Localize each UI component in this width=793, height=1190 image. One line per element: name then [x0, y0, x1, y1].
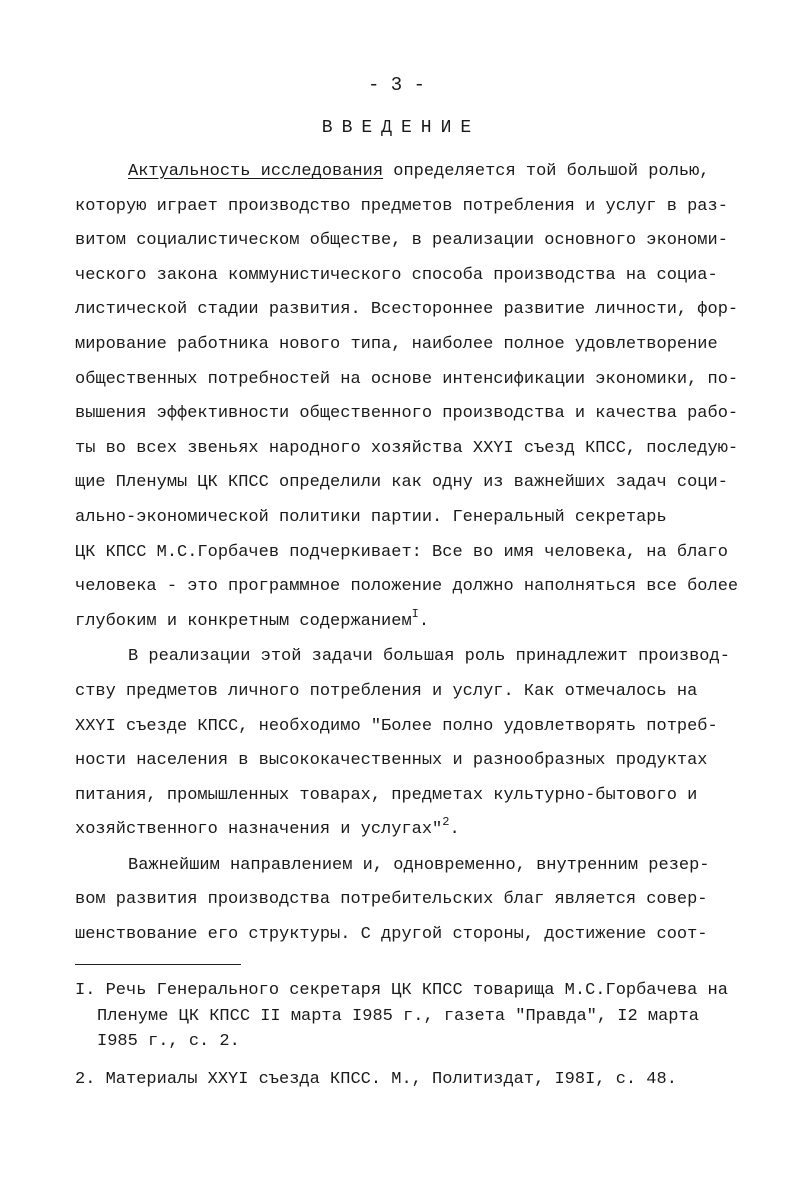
text-line [75, 432, 765, 467]
text-line [75, 744, 765, 779]
text-segment: мирование работника нового типа, наиболее полное удовлетворение [75, 334, 718, 354]
text-line [75, 640, 765, 675]
text-segment: витом социалистическом обществе, в реализации основного экономи- [75, 231, 728, 251]
text-line [75, 883, 765, 918]
footnote-reference: 2 [442, 815, 450, 830]
text-segment: определяется той большой ролью, [383, 162, 710, 181]
text-segment: питания, промышленных товарах, предметах культурно-бытового и [75, 785, 698, 805]
text-line [75, 501, 765, 536]
text-segment: ЦК КПСС М.С.Горбачев подчеркивает: Все во имя человека, на благо [75, 542, 728, 562]
text-segment: XXYI съезде КПСС, необходимо "Более полно удовлетворять потреб- [75, 716, 718, 736]
paragraph [75, 640, 765, 848]
paragraph [75, 849, 765, 953]
footnote-reference: I [411, 606, 419, 621]
page-number: - 3 - [367, 74, 425, 96]
text-segment: В реализации этой задачи большая роль принадлежит производ- [128, 647, 730, 667]
text-line [75, 813, 765, 848]
text-segment: которую играет производство предметов потребления и услуг в раз- [75, 196, 728, 216]
footnotes [75, 978, 765, 1104]
text-segment: щие Пленумы ЦК КПСС определили как одну из важнейших задач соци- [75, 473, 728, 493]
text-segment: общественных потребностей на основе интенсификации экономики, по- [75, 369, 739, 389]
text-line [75, 293, 765, 328]
text-line [75, 328, 765, 363]
text-line [75, 466, 765, 501]
text-segment: вом развития производства потребительских благ является совер- [75, 890, 708, 910]
text-line [75, 605, 765, 640]
footnote-divider [75, 964, 241, 965]
text-line [75, 397, 765, 432]
text-line [75, 363, 765, 398]
text-segment: . [449, 820, 460, 840]
footnote [75, 978, 765, 1055]
text-segment: хозяйственного назначения и услугах" [75, 820, 443, 840]
text-line [75, 224, 765, 259]
footnote-line: I985 г., с. 2. [97, 1032, 240, 1051]
text-segment: ческого закона коммунистического способа производства на социа- [75, 265, 718, 285]
paragraph [75, 155, 765, 639]
footnote-line: 2. Материалы XXYI съезда КПСС. М., Политиздат, I98I, с. 48. [75, 1069, 677, 1089]
text-segment: . [418, 611, 430, 631]
footnote-line: Пленуме ЦК КПСС II марта I985 г., газета "Правда", I2 марта [97, 1006, 699, 1026]
text-segment: ты во всех звеньях народного хозяйства XXYI съезд КПСС, последую- [75, 438, 739, 458]
section-heading: ВВЕДЕНИЕ [321, 118, 481, 138]
text-line [75, 155, 765, 190]
text-line [75, 918, 765, 953]
text-segment: человека - это программное положение должно наполняться все более [75, 577, 739, 597]
footnote [75, 1067, 765, 1093]
text-segment: ально-экономической политики партии. Генеральный секретарь [75, 507, 667, 527]
underlined-text: Актуальность исследования [128, 162, 384, 181]
text-segment: глубоким и конкретным содержанием [75, 611, 412, 631]
text-line [75, 779, 765, 814]
text-segment: ности населения в высококачественных и разнообразных продуктах [75, 751, 708, 771]
footnote-line: I. Речь Генерального секретаря ЦК КПСС товарища М.С.Горбачева на [75, 981, 728, 1000]
text-segment: шенствование его структуры. С другой стороны, достижение соот- [75, 925, 708, 945]
text-line [75, 536, 765, 571]
text-segment: листической стадии развития. Всестороннее развитие личности, фор- [75, 300, 739, 320]
text-line [75, 675, 765, 710]
text-line [75, 259, 765, 294]
text-line [75, 570, 765, 605]
text-line [75, 710, 765, 745]
text-line [75, 849, 765, 884]
text-segment: Важнейшим направлением и, одновременно, внутренним резер- [128, 855, 710, 875]
text-segment: ству предметов личного потребления и услуг. Как отмечалось на [75, 681, 698, 701]
text-line [75, 190, 765, 225]
text-segment: вышения эффективности общественного производства и качества рабо- [75, 404, 739, 424]
main-text [75, 155, 765, 953]
